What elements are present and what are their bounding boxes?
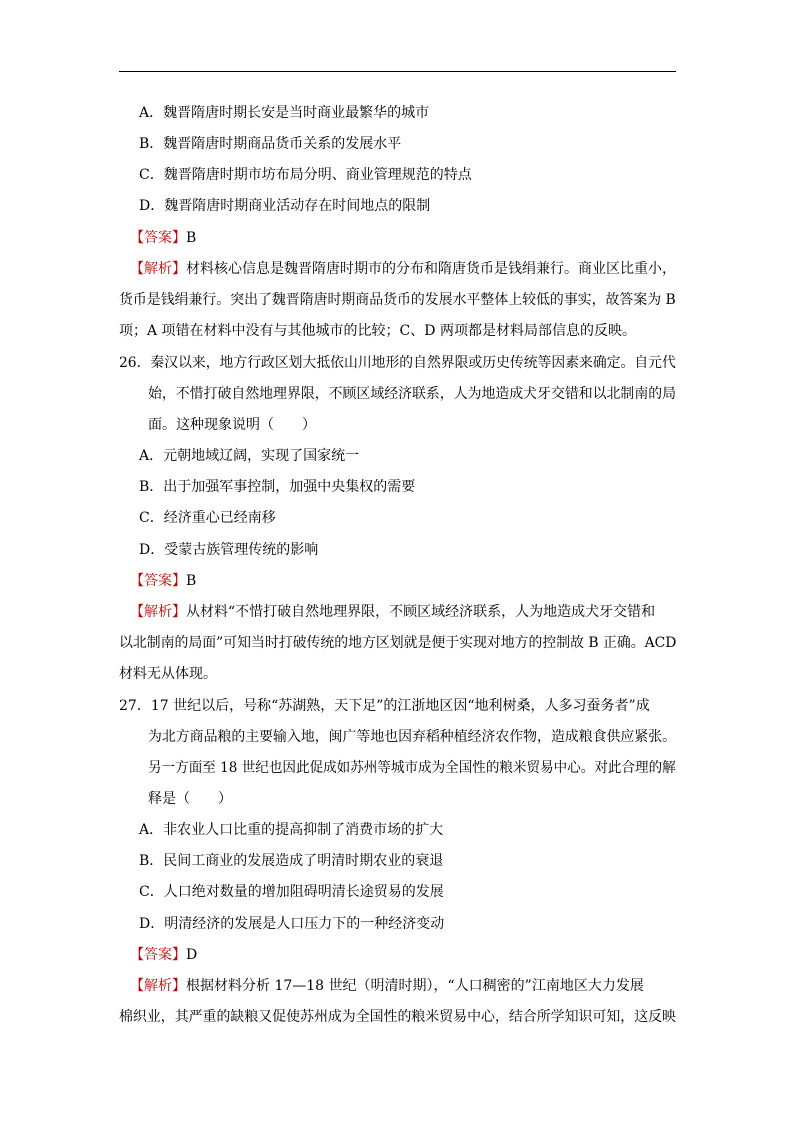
analysis-text: 从材料“不惜打破自然地理界限，不顾区域经济联系，人为地造成犬牙交错和 — [186, 604, 656, 620]
analysis-line — [130, 976, 644, 996]
option-c: C．经济重心已经南移 — [139, 510, 276, 526]
analysis-line — [130, 259, 676, 279]
question-stem: 26．秦汉以来，地方行政区划大抵依山川地形的自然界限或历史传统等因素来确定。自元代 — [119, 355, 676, 371]
answer-label: 【答案】 — [130, 230, 186, 246]
analysis-label: 【解析】 — [130, 261, 186, 277]
option-d: D．明清经济的发展是人口压力下的一种经济变动 — [139, 916, 445, 932]
answer-label: 【答案】 — [130, 947, 186, 963]
analysis-line — [130, 602, 655, 622]
answer-line — [130, 571, 196, 591]
question-stem: 面。这种现象说明（ ） — [148, 417, 316, 433]
option-c: C．魏晋隋唐时期市坊布局分明、商业管理规范的特点 — [139, 167, 472, 183]
answer-label: 【答案】 — [130, 573, 186, 589]
answer-line — [130, 228, 196, 248]
analysis-text: 货币是钱绢兼行。突出了魏晋隋唐时期商品货币的发展水平整体上较低的事实，故答案为 B — [119, 292, 676, 308]
option-a: A．非农业人口比重的提高抑制了消费市场的扩大 — [139, 822, 444, 838]
question-stem: 27．17 世纪以后，号称“苏湖熟，天下足”的江浙地区因“地利树桑，人多习蚕务者”成 — [119, 698, 650, 714]
analysis-text: 以北制南的局面”可知当时打破传统的地方区划就是便于实现对地方的控制故 B 正确。ACD — [119, 635, 677, 651]
option-a: A．元朝地域辽阔，实现了国家统一 — [139, 448, 360, 464]
analysis-text: 材料核心信息是魏晋隋唐时期市的分布和隋唐货币是钱绢兼行。商业区比重小， — [186, 261, 676, 277]
question-stem: 始，不惜打破自然地理界限，不顾区域经济联系，人为地造成犬牙交错和以北制南的局 — [148, 386, 677, 402]
option-b: B．民间工商业的发展造成了明清时期农业的衰退 — [139, 853, 444, 869]
option-d: D．受蒙古族管理传统的影响 — [139, 542, 319, 558]
question-stem: 释是（ ） — [148, 791, 232, 807]
answer-value: B — [186, 230, 197, 246]
answer-value: B — [186, 573, 197, 589]
option-d: D．魏晋隋唐时期商业活动存在时间地点的限制 — [139, 198, 431, 214]
option-b: B．魏晋隋唐时期商品货币关系的发展水平 — [139, 136, 402, 152]
analysis-text: 棉织业，其严重的缺粮又促使苏州成为全国性的粮米贸易中心，结合所学知识可知，这反映 — [119, 1009, 676, 1025]
header-rule — [119, 71, 676, 72]
question-stem: 另一方面至 18 世纪也因此促成如苏州等城市成为全国性的粮米贸易中心。对此合理的解 — [148, 760, 676, 776]
analysis-text: 材料无从体现。 — [119, 666, 217, 682]
analysis-text: 项；A 项错在材料中没有与其他城市的比较；C、D 两项都是材料局部信息的反映。 — [119, 323, 636, 339]
answer-value: D — [186, 947, 198, 963]
question-stem: 为北方商品粮的主要输入地，闽广等地也因弃稻种植经济农作物，造成粮食供应紧张。 — [148, 729, 677, 745]
option-c: C．人口绝对数量的增加阻碍明清长途贸易的发展 — [139, 884, 444, 900]
answer-line — [130, 945, 197, 965]
option-a: A．魏晋隋唐时期长安是当时商业最繁华的城市 — [139, 105, 430, 121]
option-b: B．出于加强军事控制，加强中央集权的需要 — [139, 479, 416, 495]
analysis-text: 根据材料分析 17—18 世纪（明清时期），“人口稠密的”江南地区大力发展 — [186, 978, 644, 994]
analysis-label: 【解析】 — [130, 978, 186, 994]
analysis-label: 【解析】 — [130, 604, 186, 620]
